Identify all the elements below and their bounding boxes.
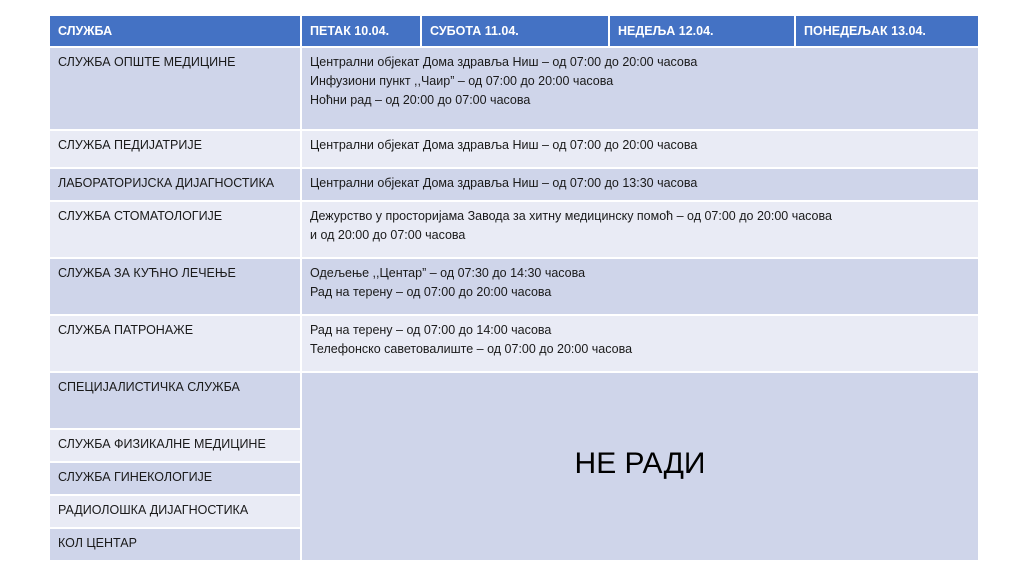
schedule-line: Дежурство у просторијама Завода за хитну медицинску помоћ – од 07:00 до 20:00 часова (310, 209, 832, 223)
schedule-line: Инфузиони пункт ,,Чаир” – од 07:00 до 20:00 часова (310, 74, 614, 88)
table-row (49, 315, 979, 372)
header-friday: ПЕТАК 10.04. (301, 15, 421, 47)
schedule-cell (301, 258, 979, 315)
schedule-line: Ноћни рад – од 20:00 до 07:00 часова (310, 93, 531, 107)
service-name: КОЛ ЦЕНТАР (49, 528, 301, 561)
schedule-cell (301, 201, 979, 258)
service-name: ЛАБОРАТОРИЈСКА ДИЈАГНОСТИКА (49, 168, 301, 201)
service-name: СЛУЖБА ФИЗИКАЛНЕ МЕДИЦИНЕ (49, 429, 301, 462)
closed-label: НЕ РАДИ (574, 447, 706, 480)
table-row (49, 258, 979, 315)
schedule-line: Централни објекат Дома здравља Ниш – од 07:00 до 20:00 часова (310, 138, 698, 152)
closed-cell (301, 372, 979, 561)
schedule-table (48, 14, 980, 562)
service-name: СЛУЖБА ПЕДИЈАТРИЈЕ (49, 130, 301, 168)
table-row (49, 168, 979, 201)
service-name: СЛУЖБА ЗА КУЋНО ЛЕЧЕЊЕ (49, 258, 301, 315)
header-row (49, 15, 979, 47)
service-name: РАДИОЛОШКА ДИЈАГНОСТИКА (49, 495, 301, 528)
header-monday: ПОНЕДЕЉАК 13.04. (795, 15, 979, 47)
service-name: СЛУЖБА ГИНЕКОЛОГИЈЕ (49, 462, 301, 495)
schedule-line: Телефонско саветовалиште – од 07:00 до 20:00 часова (310, 342, 633, 356)
schedule-cell (301, 130, 979, 168)
schedule-cell (301, 168, 979, 201)
schedule-line: Одељење ,,Центар” – од 07:30 до 14:30 часова (310, 266, 586, 280)
schedule-line: Централни објекат Дома здравља Ниш – од 07:00 до 13:30 часова (310, 176, 698, 190)
table-row (49, 130, 979, 168)
table-row (49, 201, 979, 258)
table-row (49, 47, 979, 130)
table-row (49, 372, 979, 429)
service-name: СЛУЖБА СТОМАТОЛОГИЈЕ (49, 201, 301, 258)
schedule-line: Рад на терену – од 07:00 до 14:00 часова (310, 323, 552, 337)
header-service: СЛУЖБА (49, 15, 301, 47)
header-sunday: НЕДЕЉА 12.04. (609, 15, 795, 47)
schedule-cell (301, 47, 979, 130)
service-name: СПЕЦИЈАЛИСТИЧКА СЛУЖБА (49, 372, 301, 429)
schedule-line: Рад на терену – од 07:00 до 20:00 часова (310, 285, 552, 299)
service-name: СЛУЖБА ПАТРОНАЖЕ (49, 315, 301, 372)
service-name: СЛУЖБА ОПШТЕ МЕДИЦИНЕ (49, 47, 301, 130)
schedule-line: и од 20:00 до 07:00 часова (310, 228, 466, 242)
header-saturday: СУБОТА 11.04. (421, 15, 609, 47)
schedule-cell (301, 315, 979, 372)
schedule-line: Централни објекат Дома здравља Ниш – од 07:00 до 20:00 часова (310, 55, 698, 69)
